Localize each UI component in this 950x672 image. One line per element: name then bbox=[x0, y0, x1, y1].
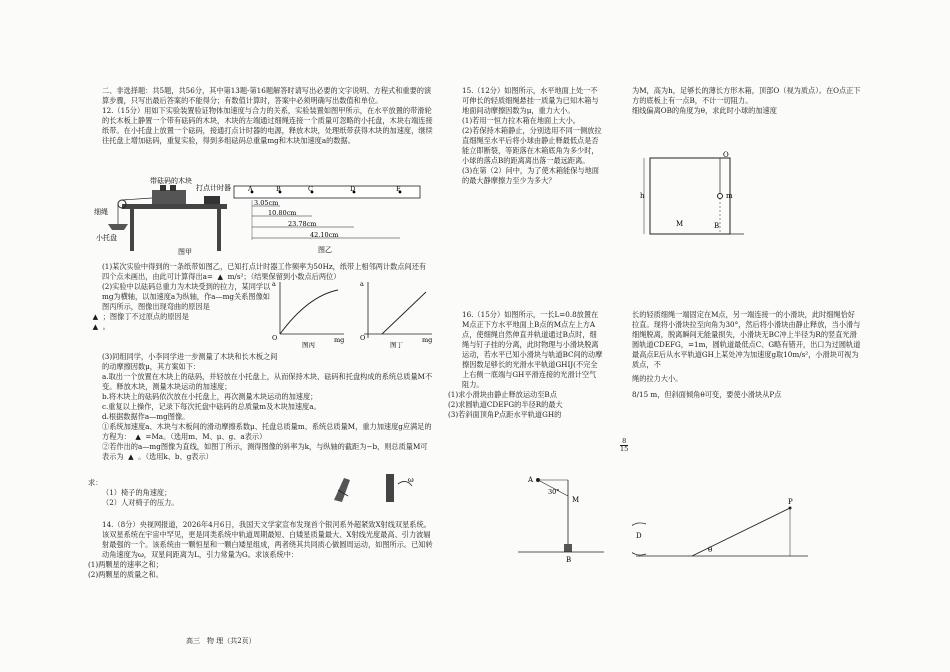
q12-part3c: c.重复以上操作，记录下每次托盘中砝码的总质量m及木块加速度a。 bbox=[102, 402, 321, 411]
q16-part3-continued: 8/15 m，但斜面倾角θ可变，要使小滑块从P点 bbox=[632, 390, 782, 399]
graph-c-mg-label: mg bbox=[334, 336, 345, 344]
figure-tape bbox=[232, 184, 422, 256]
label-m-ball: m bbox=[726, 192, 733, 200]
distance-ad: 23.78cm bbox=[288, 220, 317, 228]
graph-c-origin: O bbox=[272, 334, 278, 342]
left-column-q12-part3 bbox=[88, 352, 433, 462]
label-m: M bbox=[572, 496, 580, 504]
fraction-numerator: 8 bbox=[622, 437, 627, 445]
timer-label: 打点计时器 bbox=[196, 184, 231, 192]
q16-part2: (2)求圆轨道CDEFG的半径R的最大 bbox=[448, 400, 563, 409]
tape-label-e: E bbox=[396, 185, 401, 193]
incline bbox=[692, 508, 790, 556]
q14-part2: (2)两颗星的质量之和。 bbox=[88, 570, 163, 579]
point-a bbox=[536, 478, 540, 482]
point-p bbox=[789, 507, 792, 510]
q12-part2b: ▲ ；图像丁不过原点的原因是 bbox=[88, 312, 189, 321]
distance-ac: 10.80cm bbox=[268, 209, 297, 217]
page-footer: 高三 物 理（共2页） bbox=[186, 637, 256, 645]
left-column bbox=[88, 86, 433, 146]
fraction-denominator: 15 bbox=[620, 445, 629, 453]
figure-b-caption: 图乙 bbox=[318, 246, 332, 254]
q15-part1: (1)若用一恒力拉木箱在地面上大小。 bbox=[462, 116, 580, 125]
label-b: B bbox=[566, 556, 572, 564]
q14-stem: 14.（8分）央视网报道，2026年4月6日，我国天文学家宣布发现首个银河系外超紧致X射线双星系统。该双星系统在宇宙中罕见，更是同类系统中轨道周期最短、白矮星质量最大、X射线光度最高、引力波辐射最强的一个。该系统由一颗恒星和一颗白矮星组成，两者绕其共同质心做圆周运动，如图所示。已知转动角速度为ω，双星间距离为L，引力常量为G。求该系统中： bbox=[102, 520, 433, 559]
q13-ask: 求： bbox=[88, 478, 103, 487]
distance-ae: 42.10cm bbox=[310, 231, 339, 239]
q12-part3b: b.将木块上的砝码依次放在小托盘上，再次测量木块运动的加速度； bbox=[102, 392, 318, 401]
q12-subpart-ii: ②若作出的a—mg图像为直线，如图丁所示，测得图像的斜率为k，与纵轴的截距为−b，则总质量M可表示为 ▲ 。（选用k、b、g表示） bbox=[102, 442, 428, 461]
label-a: A bbox=[528, 476, 534, 484]
middle-column-q16 bbox=[448, 310, 603, 420]
rope-label: 细绳 bbox=[94, 208, 108, 216]
question-12-stem: 12.（15分）用如下实验装置验证物体加速度与合力的关系，实验装置如图甲所示，在水平放置的带滑轮的长木板上静置一个带有砝码的木块，木块的左端通过细绳连接一个质量可忽略的小托盘，木块右端连接纸带。在小托盘上放置一个砝码，接通打点计时器的电源，释放木块，处理纸带获得木块的加速度，继续往托盘上增加砝码，重复实验，得到多组砝码总重量mg和木块加速度a的数据。 bbox=[102, 106, 433, 145]
q12-subpart-i: ①系统加速度a、木块与木板间的滑动摩擦系数μ、托盘总质量m、系统总质量M，重力加速度g应满足的方程为： ▲ =Ma。（选用m、M、μ、g、a表示） bbox=[102, 422, 432, 441]
right-column-q16 bbox=[632, 310, 862, 400]
q16-stem: 16.（15分）如图所示，一长L=0.8放置在M点正下方水平地面上B点的M点左上方A点，使细绳自然伸直并轨道通过B点时，细绳与钉子挂的分离，此时物理与小滑块脱离运动，若水平已知小滑块与轨道BC间的动摩擦因数足够长的光滑水平轨道GHIJ(不完全上右侧一底端与GH平滑连接的光滑计空气阻力。 bbox=[462, 310, 603, 389]
graph-c-caption: 图丙 bbox=[302, 341, 315, 348]
rope bbox=[122, 198, 152, 200]
figure-a-caption: 图甲 bbox=[178, 248, 192, 256]
q14-part1: (1)两颗星的速率之和； bbox=[88, 560, 163, 569]
label-M-box: M bbox=[676, 220, 684, 228]
label-B-point: B bbox=[714, 222, 720, 230]
tray-label: 小托盘 bbox=[96, 234, 117, 242]
figure-apparatus bbox=[92, 176, 232, 256]
graph-d-a-label: a bbox=[360, 280, 364, 288]
graph-c-a-label: a bbox=[272, 280, 276, 288]
q15-continued-2: 细线偏离OB的角度为θ，求此时小球的加速度 bbox=[632, 106, 777, 115]
label-theta: θ bbox=[708, 546, 713, 554]
section-heading: 二、非选择题：共5题，共56分，其中第13题-第16题解答时请写出必要的文字说明、方程式和重要的演算步骤，只写出最后答案的不能得分；有数值计算时，答案中必须明确写出数值和单位。 bbox=[102, 86, 432, 105]
block-b bbox=[564, 544, 572, 552]
tape-label-a: A bbox=[248, 185, 253, 193]
figure-pendulum bbox=[508, 470, 608, 566]
q16-continued: 长的轻质细绳一端固定在M点，另一端连接一的小滑块，此时细绳恰好拉直。现将小滑块拉至向角为30°，然后将小滑块由静止释放，当小滑与细绳脱离，脱离瞬间无能量损失，小滑块无BC冲上半径为R的竖直光滑圆轨道CDEFG，=1m，圆轨道最低点C、G略有错开，出口为过圆轨道最高点E后从水平轨道GH上某处冲为加速度g取10m/s²，小滑块可视为质点，不 bbox=[632, 310, 861, 369]
graph-d-line bbox=[382, 292, 426, 334]
table-leg bbox=[217, 209, 221, 251]
figure-box bbox=[640, 150, 750, 250]
ball bbox=[718, 194, 723, 199]
label-o: O bbox=[723, 151, 729, 159]
paper-tape bbox=[234, 186, 420, 198]
weight bbox=[160, 185, 166, 191]
label-p: P bbox=[788, 498, 793, 506]
q12-part3a: a.取出一个放置在木块上的砝码，并轻放在小托盘上，从而保持木块、砝码和托盘构成的系统总质量M不变。释放木块，测量木块运动的加速度； bbox=[102, 372, 433, 391]
tape-label-c: C bbox=[308, 185, 313, 193]
q15-part2: (2)若保持木箱静止，分别选用不同一侧放拉直细绳至水平后将小球由静止释最低点是否能立即断裂，等距落在木箱底角为多少时，小球的落点B的距离离出落一最远距离。 bbox=[462, 126, 602, 165]
label-angle: 30° bbox=[548, 488, 560, 496]
q12-part1: (1)某次实验中得到的一条纸带如图乙，已知打点计时器工作频率为50Hz，纸带上相邻两计数点间还有四个点未画出，由此可计算得出a= ▲ m/s²；（结果保留到小数点后两位） bbox=[102, 262, 427, 281]
tape-label-b: B bbox=[276, 185, 281, 193]
timer-body bbox=[204, 196, 220, 204]
left-column-q14 bbox=[88, 520, 433, 580]
graph-d-mg-label: mg bbox=[422, 336, 433, 344]
q15-continued: 为M，高为h，足够长的薄长方形木箱，顶部O（视为质点）。在O点正下方的底板上有一点B，不计一切阻力。 bbox=[632, 86, 861, 105]
fraction-8-15 bbox=[620, 438, 628, 453]
figure-incline bbox=[632, 494, 812, 568]
figure-graphs bbox=[268, 276, 436, 348]
tape-label-d: D bbox=[350, 185, 356, 193]
q13-part1: （1）椅子的角速度； bbox=[102, 488, 172, 497]
long-board bbox=[122, 204, 227, 209]
block-with-weights bbox=[152, 190, 186, 204]
tray bbox=[108, 224, 128, 230]
label-h: h bbox=[640, 192, 645, 200]
right-column bbox=[632, 86, 862, 116]
omega-symbol: ω bbox=[408, 476, 414, 484]
table-leg bbox=[130, 209, 134, 251]
q16-part3: (3)若斜面顶角P点距水平轨道GH的 bbox=[448, 410, 562, 419]
weight bbox=[170, 185, 176, 191]
q15-stem: 15.（12分）如图所示，水平地面上处一不可伸长的轻质细绳悬挂一质量为已知木箱与地面间动摩擦因数为μ，重力大小。 bbox=[462, 86, 599, 115]
graph-d-caption: 图丁 bbox=[390, 341, 403, 348]
label-d: D bbox=[636, 532, 642, 540]
q12-part2c: ▲ 。 bbox=[88, 322, 110, 331]
q12-part3d: d.根据数据作a—mg图像。 bbox=[102, 412, 190, 421]
q15-part3: (3)在第（2）问中，为了使木箱能保与地面的最大静摩擦力至少为多大？ bbox=[462, 166, 599, 185]
q12-part2a: (2)实验中以砝码总重力为木块受到的拉力，某同学以mg为横轴，以加速度a为纵轴，作a—mg关系图像如图丙所示，图像出现弯曲的原因是 bbox=[102, 282, 271, 311]
q16-part1-continued: 绳的拉力大小。 bbox=[632, 374, 683, 383]
chair-seat bbox=[334, 478, 350, 502]
q16-part1: (1)求小滑块由静止释放运动至B点 bbox=[448, 390, 557, 399]
distance-ab: 3.05cm bbox=[254, 199, 279, 207]
q12-part3: (3)同组同学，小李同学进一步测量了木块和长木板之间的动摩擦因数μ，其方案如下： bbox=[102, 352, 278, 371]
block-label: 带砝码的木块 bbox=[150, 177, 192, 185]
figure-chair bbox=[328, 470, 428, 506]
graph-c-curve bbox=[280, 290, 338, 334]
q13-part2: （2）人对椅子的压力。 bbox=[102, 498, 179, 507]
axis-post bbox=[386, 474, 394, 502]
middle-column bbox=[448, 86, 603, 186]
graph-d-origin: O bbox=[360, 334, 366, 342]
